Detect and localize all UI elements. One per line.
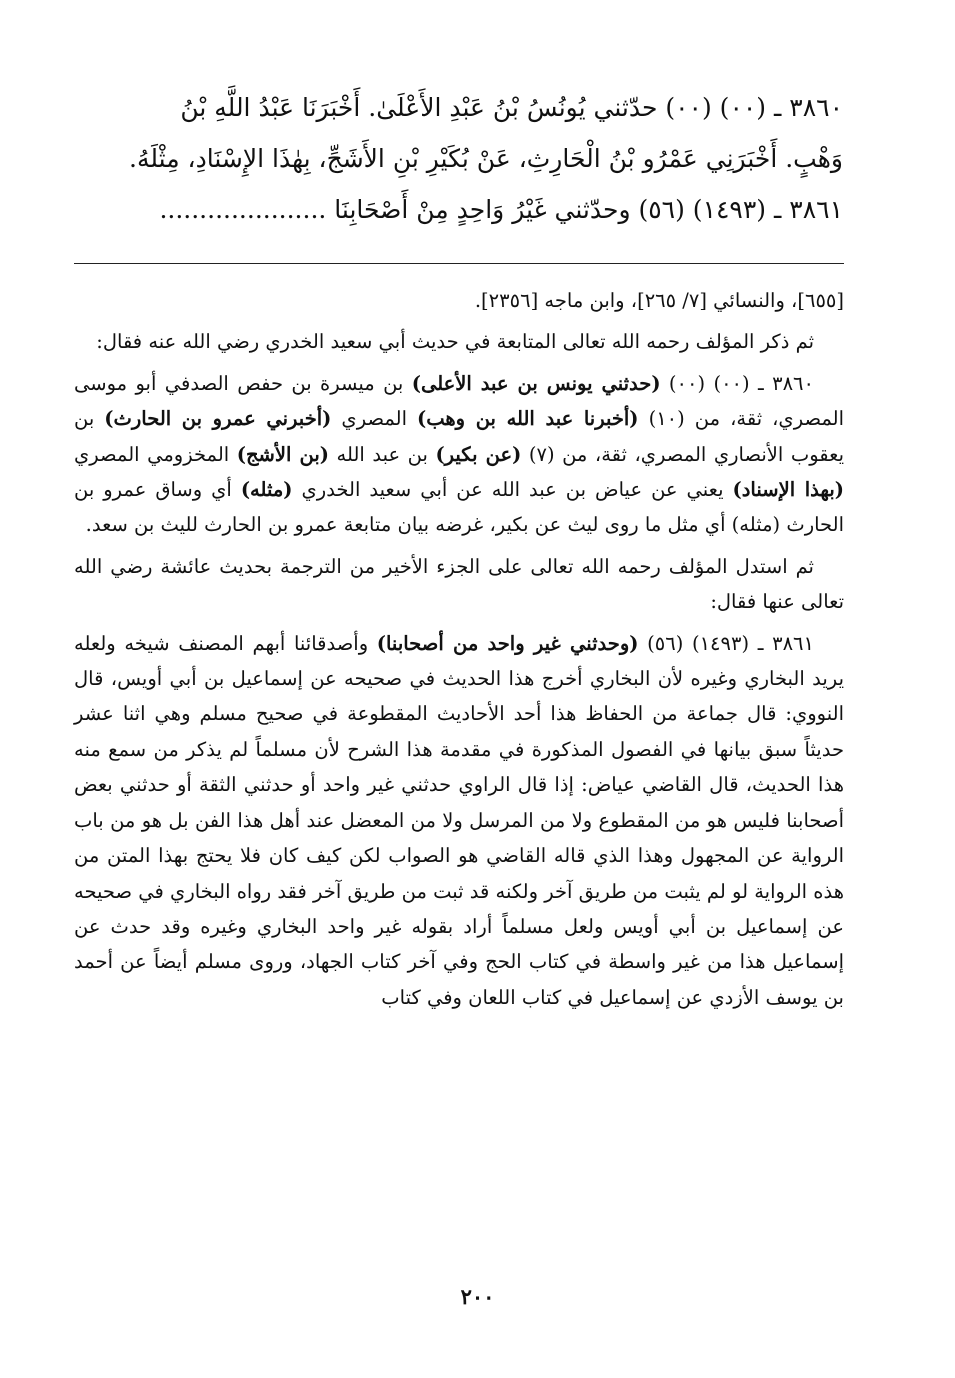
hadith-3861-line-1: ٣٨٦١ ـ (١٤٩٣) (٥٦) وحدّثني غَيْرُ وَاحِدٍ مِنْ أَصْحَابِنَا .....................: [159, 195, 843, 224]
commentary-block: [74, 283, 844, 1021]
hadith-text-block: [74, 82, 843, 235]
text-segment: بن ميسرة بن حفص الصدفي أبو موسى المصري، ثقة، من (١٠): [74, 371, 844, 431]
bold-narrator-text: (أخبرني عمرو بن الحارث): [104, 407, 332, 431]
commentary-hadith-3861: [74, 626, 844, 1015]
text-segment: يعني عن عياض بن عبد الله عن أبي سعيد الخدري: [292, 478, 733, 502]
commentary-reference-line: [٦٥٥]، والنسائي [٧/ ٢٦٥]، وابن ماجه [٢٣٥٦].: [474, 289, 844, 312]
text-segment: بن يعقوب الأنصاري المصري، ثقة، من (٧): [74, 407, 845, 466]
text-segment: وأصدقائنا أبهم المصنف شيخه ولعله يريد البخاري وغيره لأن البخاري أخرج هذا الحديث في صحيحه عن إسماعيل بن أبي أويس، قال النووي: قال جماعة من الحفاظ هذا أحد الأحاديث المقطوعة في صحيح مسلم وهي اثنا عشر حديثاً سبق بيانها في الفصول المذكورة في مقدمة هذا الشرح لأن مسلماً لم يذكر من سمع منه هذا الحديث، قال القاضي عياض: إذا قال الراوي حدثني غير واحد أو حدثني الثقة أو حدثني بعض أصحابنا فليس هو من المقطوع ولا من المرسل ولا من المعضل عند أهل هذا الفن بل هو من باب الرواية عن المجهول وهذا الذي قاله القاضي هو الصواب لكن كيف كان فلا يحتج بهذا المتن من هذه الرواية لو لم يثبت من طريق آخر ولكنه قد ثبت من طريق آخر فقد رواه البخاري في صحيحه عن إسماعيل بن أبي أويس ولعل مسلماً أراد بقوله غير واحد البخاري وغيره وقد حدث عن إسماعيل هذا من غير واسطة في كتاب الحج وفي آخر كتاب الجهاد، وروى مسلم أيضاً عن أحمد بن يوسف الأزدي عن إسماعيل في كتاب اللعان وفي كتاب: [74, 631, 844, 1009]
commentary-hadith-3860: [74, 366, 844, 543]
text-segment: المصري: [331, 407, 418, 431]
text-segment: ٣٨٦١ ـ (١٤٩٣) (٥٦): [638, 631, 814, 655]
bold-narrator-text: (بن الأشج): [236, 442, 330, 466]
bold-narrator-text: (بهذا الإسناد): [732, 478, 844, 502]
text-segment: بن عبد الله: [329, 442, 436, 466]
bold-narrator-text: (وحدثني غير واحد من أصحابنا): [376, 631, 639, 655]
bold-narrator-text: (حدثني يونس بن عبد الأعلى): [411, 371, 661, 395]
commentary-intro-3861: ثم استدل المؤلف رحمه الله تعالى على الجزء الأخير من الترجمة بحديث عائشة رضي الله تعالى عنها فقال:: [74, 554, 844, 614]
text-segment: المخزومي المصري: [74, 442, 237, 466]
text-segment: أي وساق عمرو بن الحارث (مثله) أي مثل ما روى ليث عن بكير، غرضه بيان متابعة عمرو بن الحارث لليث بن سعد.: [74, 478, 844, 537]
text-segment: ٣٨٦٠ ـ (٠٠) (٠٠): [660, 371, 814, 395]
hadith-3860-line-2: وَهْبٍ. أَخْبَرَنِي عَمْرُو بْنُ الْحَارِثِ، عَنْ بُكَيْرِ بْنِ الأَشَجِّ، بِهٰذَا الإِسْنَادِ، مِثْلَهُ.: [129, 144, 843, 173]
commentary-intro-3860: ثم ذكر المؤلف رحمه الله تعالى المتابعة في حديث أبي سعيد الخدري رضي الله عنه فقال:: [96, 330, 814, 354]
hadith-3860-line-1: ٣٨٦٠ ـ (٠٠) (٠٠) حدّثني يُونُسُ بْنُ عَبْدِ الأَعْلَىٰ. أَخْبَرَنَا عَبْدُ اللَّهِ بْنُ: [180, 93, 843, 122]
bold-narrator-text: (عن بكير): [435, 442, 522, 466]
footnote-divider: [74, 263, 844, 264]
bold-narrator-text: (مثله): [240, 478, 293, 502]
bold-narrator-text: (أخبرنا عبد الله بن وهب): [417, 407, 639, 431]
page-number: ٢٠٠: [460, 1284, 495, 1309]
